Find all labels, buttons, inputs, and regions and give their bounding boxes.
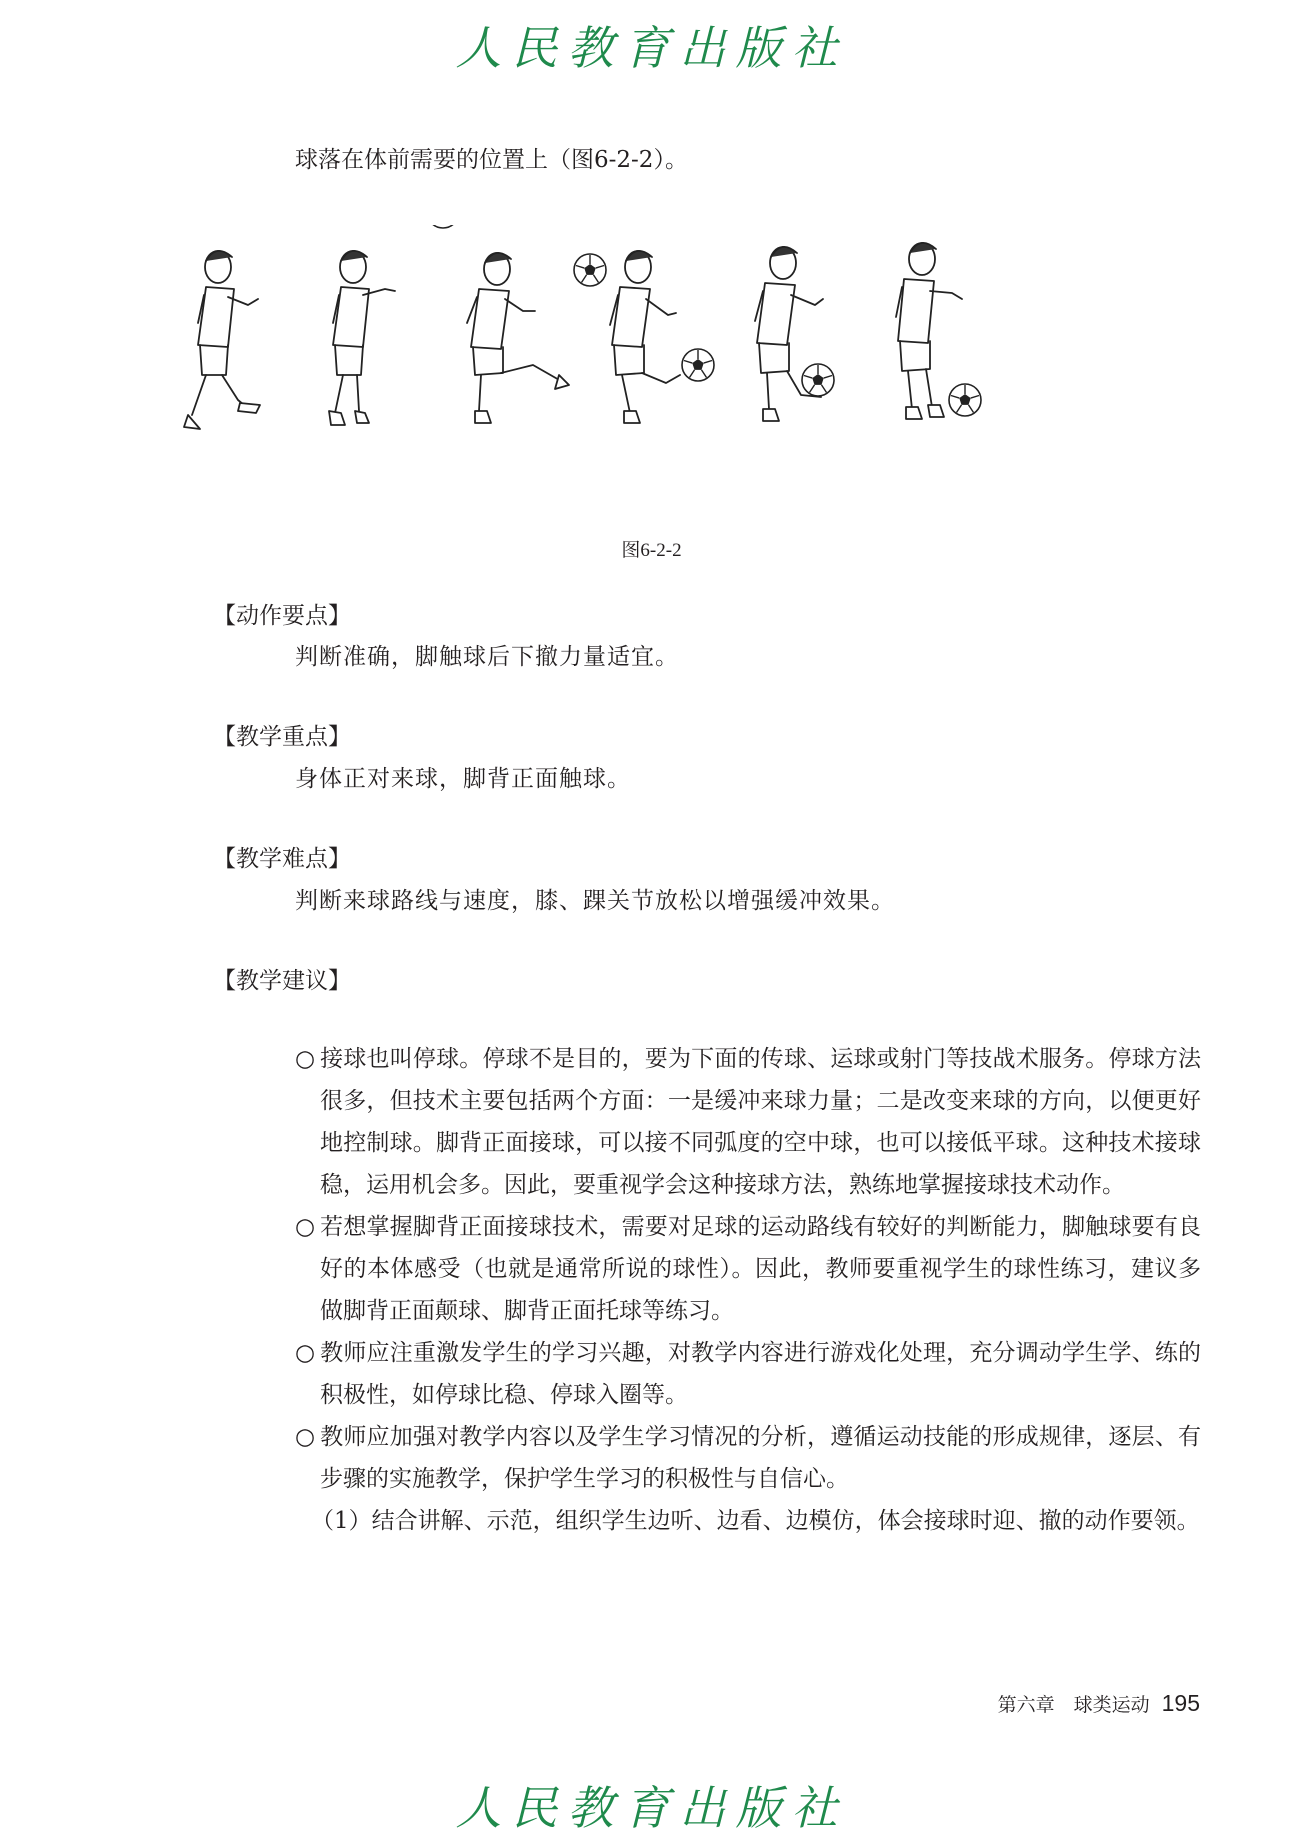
soccer-ball-icon [427,225,459,228]
figure-pose-2 [329,251,395,425]
page-footer [998,1690,1200,1717]
soccer-ball-icon [949,384,981,416]
publisher-logo-header: 人民教育出版社 [455,21,848,75]
soccer-ball-icon [574,254,606,286]
section-title-teaching-suggestions: 【教学建议】 [213,968,351,994]
figure-pose-1 [184,251,260,429]
soccer-stop-illustration [180,225,1160,515]
intro-text: 球落在体前需要的位置上（图6-2-2）。 [295,147,688,173]
section-title-key-points: 【动作要点】 [213,603,351,629]
list-item: ○ 接球也叫停球。停球不是目的，要为下面的传球、运球或射门等技战术服务。停球方法很多，但技术主要包括两个方面：一是缓冲来球力量；二是改变来球的方向，以便更好地控制球。脚背正面接球，可以接不同弧度的空中球，也可以接低平球。这种技术接球稳，运用机会多。因此，要重视学会这种接球方法，熟练地掌握接球技术动作。 [295,1038,1201,1206]
section-title-teaching-focus: 【教学重点】 [213,724,351,750]
page-number: 195 [1161,1690,1200,1716]
figure-pose-3 [467,253,569,423]
figure-caption: 图6-2-2 [621,540,682,561]
suggestions-list [295,1038,1201,1542]
numbered-item: （1）结合讲解、示范，组织学生边听、边看、边模仿，体会接球时迎、撤的动作要领。 [311,1508,1200,1534]
list-item: ○ 教师应加强对教学内容以及学生学习情况的分析，遵循运动技能的形成规律，逐层、有步骤的实施教学，保护学生学习的积极性与自信心。 [295,1416,1201,1500]
chapter-label: 第六章 球类运动 [997,1694,1150,1716]
section-body-teaching-difficulty: 判断来球路线与速度，膝、踝关节放松以增强缓冲效果。 [295,888,895,914]
list-item: ○ 教师应注重激发学生的学习兴趣，对教学内容进行游戏化处理，充分调动学生学、练的积极性，如停球比稳、停球入圈等。 [295,1332,1201,1416]
publisher-logo-footer: 人民教育出版社 [455,1781,848,1835]
section-body-teaching-focus: 身体正对来球，脚背正面触球。 [295,766,631,792]
bullet-marker: ○ [295,1046,316,1072]
bullet-marker: ○ [295,1214,316,1240]
figure-pose-4 [610,251,680,423]
bullet-marker: ○ [295,1340,316,1366]
section-body-key-points: 判断准确，脚触球后下撤力量适宜。 [295,644,679,670]
bullet-marker: ○ [295,1424,316,1450]
soccer-ball-icon [682,349,714,381]
soccer-ball-icon [802,364,834,396]
section-title-teaching-difficulty: 【教学难点】 [213,846,351,872]
list-item: ○ 若想掌握脚背正面接球技术，需要对足球的运动路线有较好的判断能力，脚触球要有良好的本体感受（也就是通常所说的球性）。因此，教师要重视学生的球性练习，建议多做脚背正面颠球、脚背正面托球等练习。 [295,1206,1201,1332]
